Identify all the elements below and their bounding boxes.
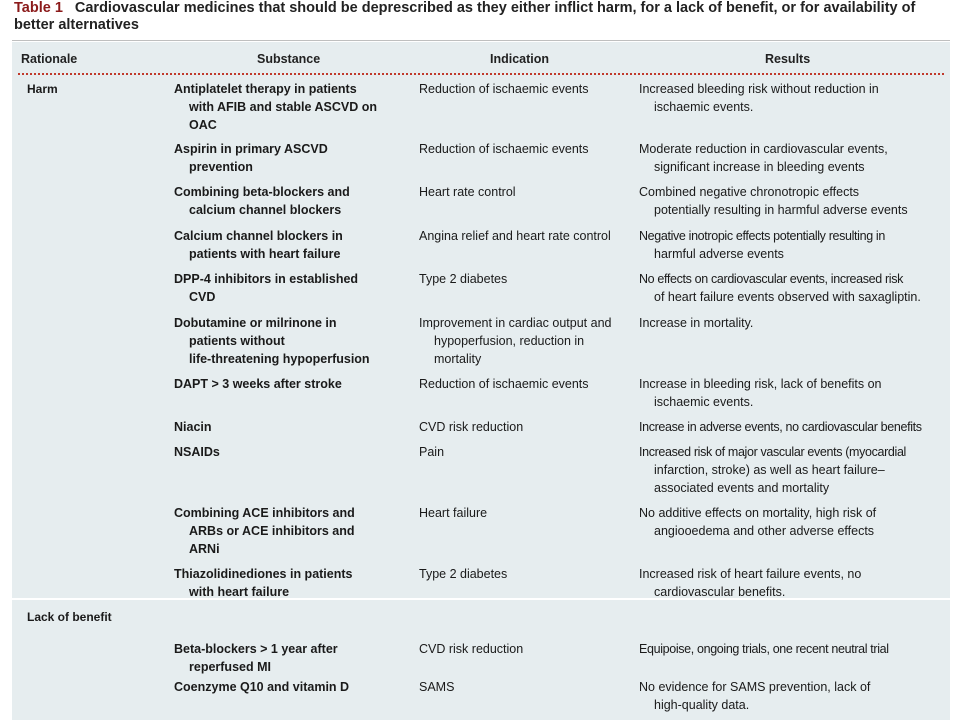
results-cell: [639, 418, 941, 436]
cell-line: Antiplatelet therapy in patients: [174, 82, 357, 96]
cell-line: Heart failure: [419, 506, 488, 520]
cell-line: infarction, stroke) as well as heart failure–: [654, 463, 885, 477]
cell-line: Negative inotropic effects potentially resulting in: [639, 229, 885, 243]
indication-cell: [419, 418, 634, 436]
cell-line: Pain: [419, 445, 445, 459]
cell-line: Increase in mortality.: [639, 316, 754, 330]
cell-line: Improvement in cardiac output and: [419, 316, 612, 330]
cell-line: patients without: [189, 334, 285, 348]
cell-line: Increased risk of heart failure events, no: [639, 567, 862, 581]
cell-line: Moderate reduction in cardiovascular events,: [639, 142, 888, 156]
results-cell: [639, 565, 941, 601]
cell-line: cardiovascular benefits.: [654, 585, 786, 599]
cell-line: Angina relief and heart rate control: [419, 229, 611, 243]
cell-line: ischaemic events.: [654, 395, 754, 409]
cell-line: Niacin: [174, 420, 212, 434]
substance-cell: [174, 314, 416, 368]
cell-line: Beta-blockers > 1 year after: [174, 642, 338, 656]
indication-cell: [419, 443, 634, 461]
cell-line: Thiazolidinediones in patients: [174, 567, 353, 581]
header-results: Results: [765, 52, 811, 66]
cell-line: calcium channel blockers: [189, 203, 342, 217]
results-cell: [639, 504, 941, 540]
header-rationale: Rationale: [21, 52, 78, 66]
cell-line: Combined negative chronotropic effects: [639, 185, 860, 199]
cell-line: Heart rate control: [419, 185, 516, 199]
results-cell: [639, 140, 941, 176]
cell-line: Coenzyme Q10 and vitamin D: [174, 680, 350, 694]
substance-cell: [174, 140, 416, 176]
indication-cell: [419, 504, 634, 522]
indication-cell: [419, 678, 634, 696]
cell-line: Reduction of ischaemic events: [419, 82, 589, 96]
cell-line: mortality: [434, 352, 482, 366]
results-cell: [639, 375, 941, 411]
cell-line: reperfused MI: [189, 660, 271, 674]
cell-line: CVD risk reduction: [419, 642, 524, 656]
cell-line: of heart failure events observed with saxagliptin.: [654, 290, 921, 304]
substance-cell: [174, 227, 416, 263]
results-cell: [639, 443, 941, 497]
rationale-label: Harm: [27, 82, 58, 96]
cell-line: Increase in bleeding risk, lack of benefits on: [639, 377, 882, 391]
cell-line: hypoperfusion, reduction in: [434, 334, 585, 348]
cell-line: No evidence for SAMS prevention, lack of: [639, 680, 871, 694]
cell-line: Combining beta-blockers and: [174, 185, 350, 199]
cell-line: potentially resulting in harmful adverse events: [654, 203, 908, 217]
indication-cell: [419, 565, 634, 583]
table-caption: [14, 0, 950, 34]
substance-cell: [174, 443, 416, 461]
cell-line: Equipoise, ongoing trials, one recent neutral trial: [639, 642, 889, 656]
cell-line: No additive effects on mortality, high risk of: [639, 506, 877, 520]
cell-line: SAMS: [419, 680, 455, 694]
cell-line: ARBs or ACE inhibitors and: [189, 524, 355, 538]
results-cell: [639, 314, 941, 332]
substance-cell: [174, 183, 416, 219]
caption-divider: [12, 40, 950, 41]
cell-line: ischaemic events.: [654, 100, 754, 114]
cell-line: DPP-4 inhibitors in established: [174, 272, 359, 286]
indication-cell: [419, 640, 634, 658]
table-title: Cardiovascular medicines that should be deprescribed as they either inflict harm, for a lack of benefit, or for availability of better alternatives: [14, 0, 916, 33]
cell-line: Increased bleeding risk without reduction in: [639, 82, 879, 96]
cell-line: DAPT > 3 weeks after stroke: [174, 377, 342, 391]
cell-line: Reduction of ischaemic events: [419, 142, 589, 156]
results-cell: [639, 183, 941, 219]
substance-cell: [174, 418, 416, 436]
table-header-row: [12, 42, 950, 74]
section-divider: [12, 598, 950, 600]
header-substance: Substance: [257, 52, 321, 66]
results-cell: [639, 640, 941, 658]
results-cell: [639, 270, 941, 306]
table-label: Table 1: [14, 0, 63, 16]
indication-cell: [419, 227, 634, 245]
rationale-label: Lack of benefit: [27, 610, 112, 624]
substance-cell: [174, 640, 416, 676]
cell-line: patients with heart failure: [189, 247, 341, 261]
results-cell: [639, 80, 941, 116]
deprescribing-table: [12, 42, 950, 720]
cell-line: Combining ACE inhibitors and: [174, 506, 355, 520]
cell-line: Type 2 diabetes: [419, 272, 508, 286]
cell-line: significant increase in bleeding events: [654, 160, 865, 174]
cell-line: OAC: [189, 118, 217, 132]
substance-cell: [174, 504, 416, 558]
cell-line: Increased risk of major vascular events (myocardial: [639, 445, 906, 459]
cell-line: prevention: [189, 160, 253, 174]
indication-cell: [419, 375, 634, 393]
cell-line: Increase in adverse events, no cardiovascular benefits: [639, 420, 922, 434]
cell-line: harmful adverse events: [654, 247, 784, 261]
cell-line: Calcium channel blockers in: [174, 229, 343, 243]
indication-cell: [419, 140, 634, 158]
cell-line: NSAIDs: [174, 445, 220, 459]
cell-line: CVD risk reduction: [419, 420, 524, 434]
cell-line: with AFIB and stable ASCVD on: [189, 100, 377, 114]
results-cell: [639, 227, 941, 263]
cell-line: Reduction of ischaemic events: [419, 377, 589, 391]
indication-cell: [419, 80, 634, 98]
cell-line: No effects on cardiovascular events, increased risk: [639, 272, 903, 286]
cell-line: associated events and mortality: [654, 481, 830, 495]
header-indication: Indication: [490, 52, 550, 66]
substance-cell: [174, 375, 416, 393]
substance-cell: [174, 270, 416, 306]
header-divider: [18, 73, 944, 75]
indication-cell: [419, 270, 634, 288]
results-cell: [639, 678, 941, 714]
cell-line: ARNi: [189, 542, 220, 556]
cell-line: Dobutamine or milrinone in: [174, 316, 337, 330]
indication-cell: [419, 183, 634, 201]
substance-cell: [174, 565, 416, 601]
cell-line: with heart failure: [189, 585, 290, 599]
substance-cell: [174, 80, 416, 134]
substance-cell: [174, 678, 416, 696]
cell-line: high-quality data.: [654, 698, 750, 712]
cell-line: Aspirin in primary ASCVD: [174, 142, 328, 156]
cell-line: CVD: [189, 290, 216, 304]
cell-line: life-threatening hypoperfusion: [189, 352, 370, 366]
indication-cell: [419, 314, 634, 368]
cell-line: angiooedema and other adverse effects: [654, 524, 875, 538]
cell-line: Type 2 diabetes: [419, 567, 508, 581]
